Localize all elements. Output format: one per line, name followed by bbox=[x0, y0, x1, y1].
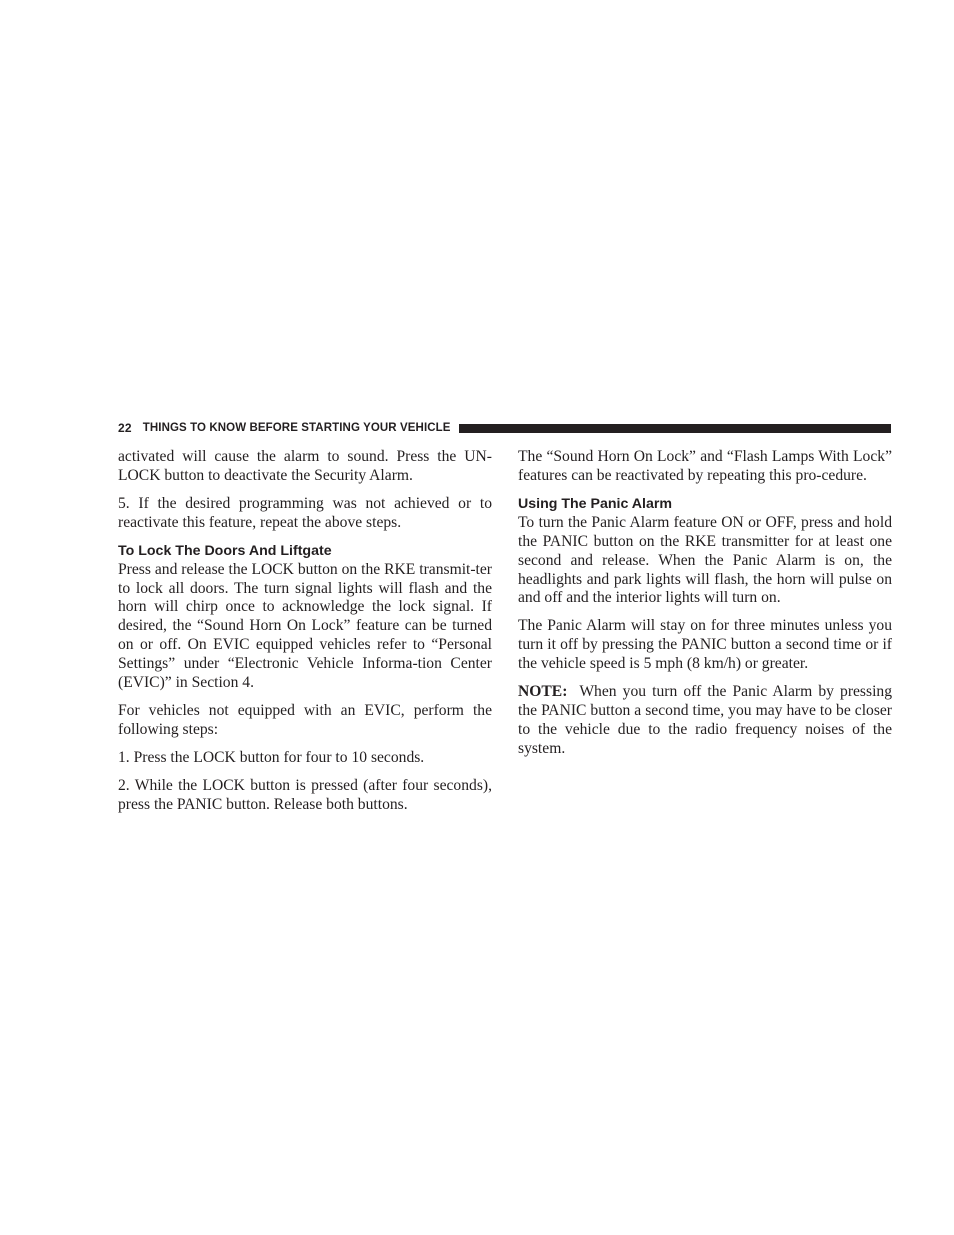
section-heading: Using The Panic Alarm bbox=[518, 495, 672, 512]
paragraph: For vehicles not equipped with an EVIC, perform the following steps: bbox=[118, 701, 492, 738]
paragraph: Press and release the LOCK button on the RKE transmit-ter to lock all doors. The turn signal lights will flash and the horn will chirp once to acknowledge the lock signal. If desired, the “Sound Horn On Lock” feature can be turned on or off. On EVIC equipped vehicles refer to “Personal Settings” under “Electronic Vehicle Informa-tion Center (EVIC)” in Section 4. bbox=[118, 560, 492, 692]
note-label: NOTE: bbox=[518, 683, 568, 701]
page-number: 22 bbox=[118, 421, 132, 435]
left-column bbox=[118, 448, 492, 824]
paragraph: activated will cause the alarm to sound. Press the UN-LOCK button to deactivate the Security Alarm. bbox=[118, 448, 492, 484]
page-header bbox=[118, 419, 891, 437]
note-paragraph bbox=[518, 683, 892, 759]
header-rule bbox=[459, 424, 891, 433]
right-column bbox=[518, 448, 892, 768]
note-text: When you turn off the Panic Alarm by pressing the PANIC button a second time, you may have to be closer to the vehicle due to the radio frequency noises of the system. bbox=[518, 683, 892, 757]
paragraph: The Panic Alarm will stay on for three minutes unless you turn it off by pressing the PANIC button a second time or if the vehicle speed is 5 mph (8 km/h) or greater. bbox=[518, 617, 892, 673]
section-heading: To Lock The Doors And Liftgate bbox=[118, 542, 332, 559]
paragraph: 5. If the desired programming was not achieved or to reactivate this feature, repeat the above steps. bbox=[118, 494, 492, 531]
list-item: 1. Press the LOCK button for four to 10 seconds. bbox=[118, 748, 425, 766]
paragraph: To turn the Panic Alarm feature ON or OFF, press and hold the PANIC button on the RKE transmitter for at least one second and release. When the Panic Alarm is on, the headlights and park lights will flash, the horn will pulse on and off and the interior lights will turn on. bbox=[518, 513, 892, 607]
list-item: 2. While the LOCK button is pressed (after four seconds), press the PANIC button. Release both buttons. bbox=[118, 776, 492, 813]
paragraph: The “Sound Horn On Lock” and “Flash Lamps With Lock” features can be reactivated by repeating this pro-cedure. bbox=[518, 448, 892, 484]
section-title: THINGS TO KNOW BEFORE STARTING YOUR VEHICLE bbox=[142, 422, 451, 434]
